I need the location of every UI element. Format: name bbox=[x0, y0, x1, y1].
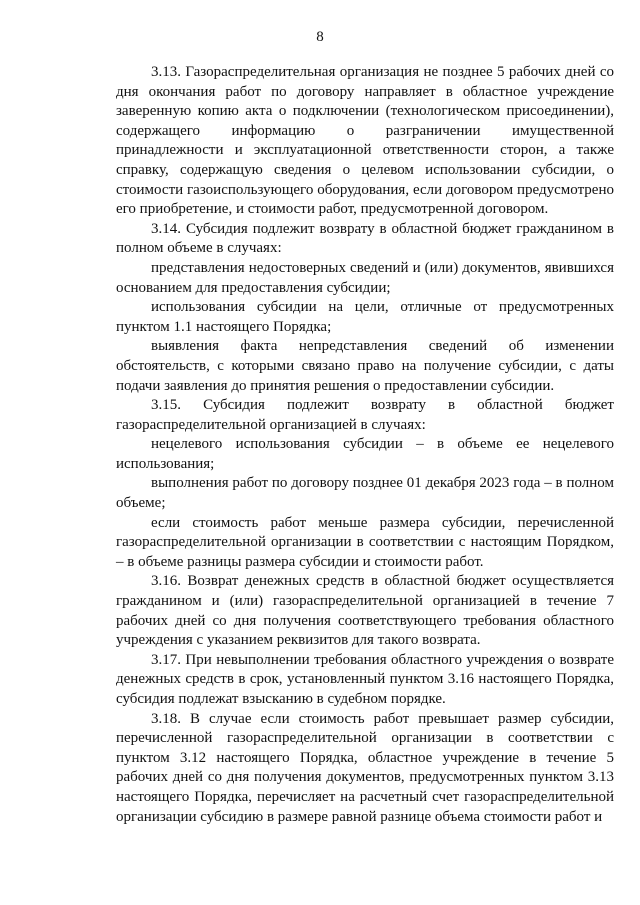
list-item-cost-less: если стоимость работ меньше размера субсидии, перечисленной газораспределительной организации в соответствии с настоящим Порядком, – в объеме разницы размера субсидии и стоимости работ. bbox=[116, 514, 614, 570]
document-body bbox=[116, 63, 614, 827]
paragraph-3-16: 3.16. Возврат денежных средств в областной бюджет осуществляется гражданином и (или) газораспределительной организацией в течение 7 рабочих дней со дня получения соответствующего требования областного учреждения с указанием реквизитов для такого возврата. bbox=[116, 573, 614, 649]
paragraph-3-14: 3.14. Субсидия подлежит возврату в областной бюджет гражданином в полном объеме в случаях: bbox=[116, 220, 614, 257]
list-item-false-info: представления недостоверных сведений и (или) документов, явившихся основанием для предоставления субсидии; bbox=[116, 259, 614, 296]
list-item-nondisclosure: выявления факта непредставления сведений об изменении обстоятельств, с которыми связано право на получение субсидии, с даты подачи заявления до принятия решения о предоставлении субсидии. bbox=[116, 338, 614, 394]
list-item-nontarget-use: нецелевого использования субсидии – в объеме ее нецелевого использования; bbox=[116, 436, 614, 472]
list-item-late-works: выполнения работ по договору позднее 01 декабря 2023 года – в полном объеме; bbox=[116, 475, 614, 512]
list-item-misuse: использования субсидии на цели, отличные от предусмотренных пунктом 1.1 настоящего Порядка; bbox=[116, 299, 614, 335]
paragraph-3-15: 3.15. Субсидия подлежит возврату в областной бюджет газораспределительной организацией в случаях: bbox=[116, 397, 614, 433]
paragraph-3-13: 3.13. Газораспределительная организация не позднее 5 рабочих дней со дня окончания работ по договору направляет в областное учреждение заверенную копию акта о подключении (технологическом присоединении), содержащего информацию о разграничении имущественной принадлежности и эксплуатационной ответственности сторон, а также справку, содержащую сведения о целевом использовании субсидии, о стоимости газоиспользующего оборудования, если договором предусмотрено его приобретение, и стоимости работ, предусмотренной договором. bbox=[116, 64, 614, 218]
paragraph-3-18: 3.18. В случае если стоимость работ превышает размер субсидии, перечисленной газораспределительной организации в соответствии с пунктом 3.12 настоящего Порядка, областное учреждение в течение 5 рабочих дней со дня получения документов, предусмотренных пунктом 3.13 настоящего Порядка, перечисляет на расчетный счет газораспределительной организации субсидию в размере равной разнице объема стоимости работ и bbox=[116, 710, 614, 825]
page-number: 8 bbox=[316, 29, 324, 45]
paragraph-3-17: 3.17. При невыполнении требования областного учреждения о возврате денежных средств в срок, установленный пунктом 3.16 настоящего Порядка, субсидия подлежат взысканию в судебном порядке. bbox=[116, 651, 614, 707]
